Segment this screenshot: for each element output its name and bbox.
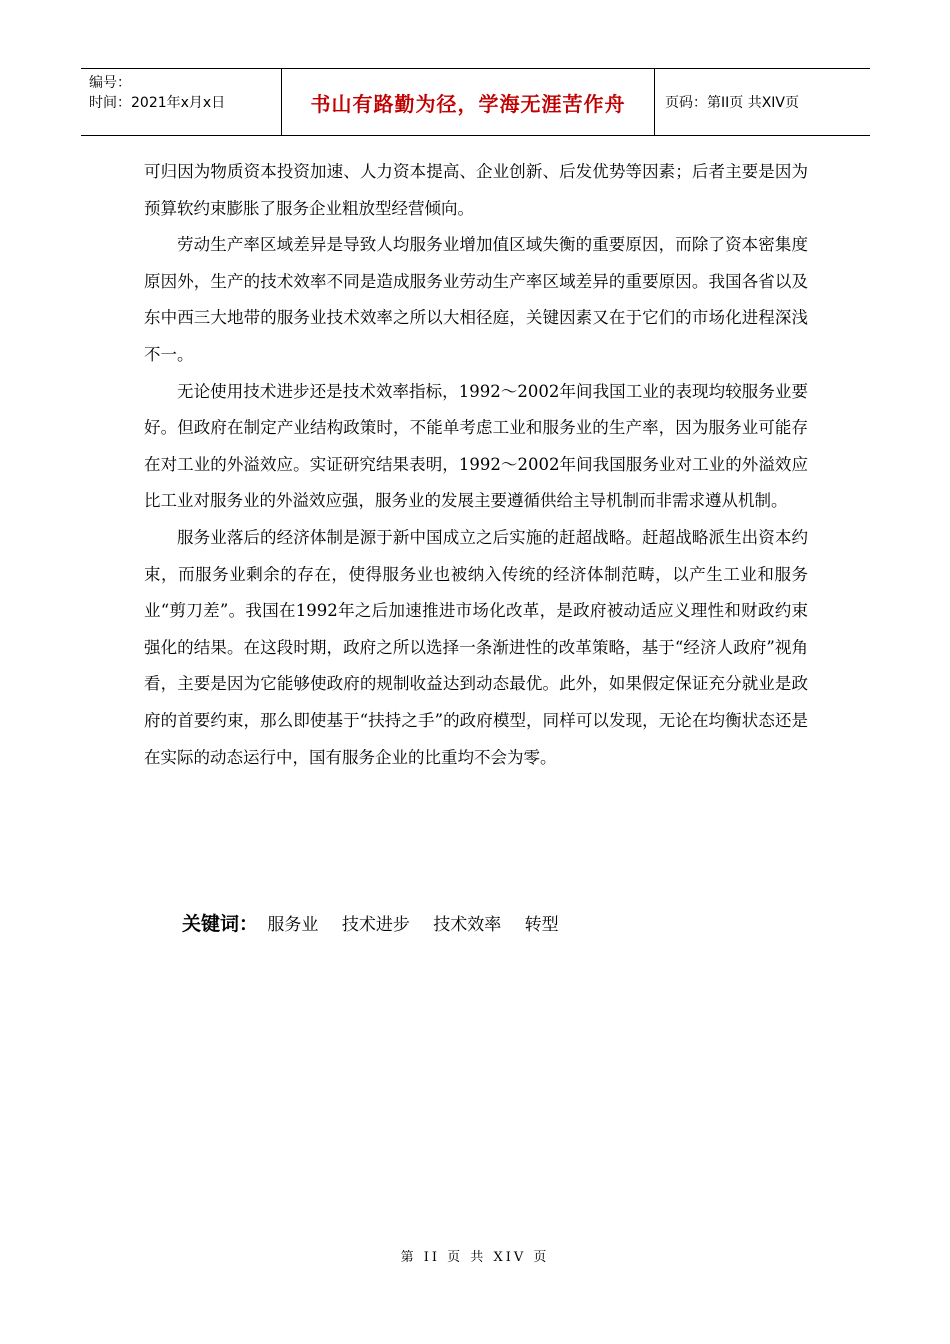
- header-table: [81, 68, 870, 136]
- keyword-item: 技术进步: [341, 915, 410, 935]
- keyword-item: 转型: [524, 915, 559, 935]
- paragraph-4: 服务业落后的经济体制是源于新中国成立之后实施的赶超战略。赶超战略派生出资本约束，而服务业剩余的存在，使得服务业也被纳入传统的经济体制范畴，以产生工业和服务业“剪刀差”。我国在1992年之后加速推进市场化改革，是政府被动适应义理性和财政约束强化的结果。在这段时期，政府之所以选择一条渐进性的改革策略，基于“经济人政府”视角看，主要是因为它能够使政府的规制收益达到动态最优。此外，如果假定保证充分就业是政府的首要约束，那么即使基于“扶持之手”的政府模型，同样可以发现，无论在均衡状态还是在实际的动态运行中，国有服务企业的比重均不会为零。: [144, 527, 808, 767]
- page-footer: 第 II 页 共 XIV 页: [400, 1250, 550, 1265]
- paragraph-3: 无论使用技术进步还是技术效率指标，1992～2002年间我国工业的表现均较服务业要好。但政府在制定产业结构政策时，不能单考虑工业和服务业的生产率，因为服务业可能存在对工业的外溢效应。实证研究结果表明，1992～2002年间我国服务业对工业的外溢效应比工业对服务业的外溢效应强，服务业的发展主要遵循供给主导机制而非需求遵从机制。: [144, 381, 808, 511]
- paragraph-2: 劳动生产率区域差异是导致人均服务业增加值区域失衡的重要原因，而除了资本密集度原因外，生产的技术效率不同是造成服务业劳动生产率区域差异的重要原因。我国各省以及东中西三大地带的服务业技术效率之所以大相径庭，关键因素又在于它们的市场化进程深浅不一。: [144, 235, 808, 364]
- header-time-label: 时间：2021年x月x日: [89, 95, 226, 111]
- keywords-line: [182, 906, 577, 943]
- document-body: [144, 154, 808, 776]
- header-page-info: 页码：第II页 共XIV页: [665, 95, 800, 111]
- paragraph-1: 可归因为物质资本投资加速、人力资本提高、企业创新、后发优势等因素；后者主要是因为预算软约束膨胀了服务企业粗放型经营倾向。: [144, 162, 808, 218]
- header-meta-cell: [81, 69, 282, 135]
- header-motto: 书山有路勤为径，学海无涯苦作舟: [282, 69, 655, 135]
- header-number-label: 编号：: [89, 75, 131, 91]
- keyword-item: 服务业: [267, 915, 319, 935]
- keywords-label: 关键词：: [182, 913, 259, 935]
- keyword-item: 技术效率: [433, 915, 502, 935]
